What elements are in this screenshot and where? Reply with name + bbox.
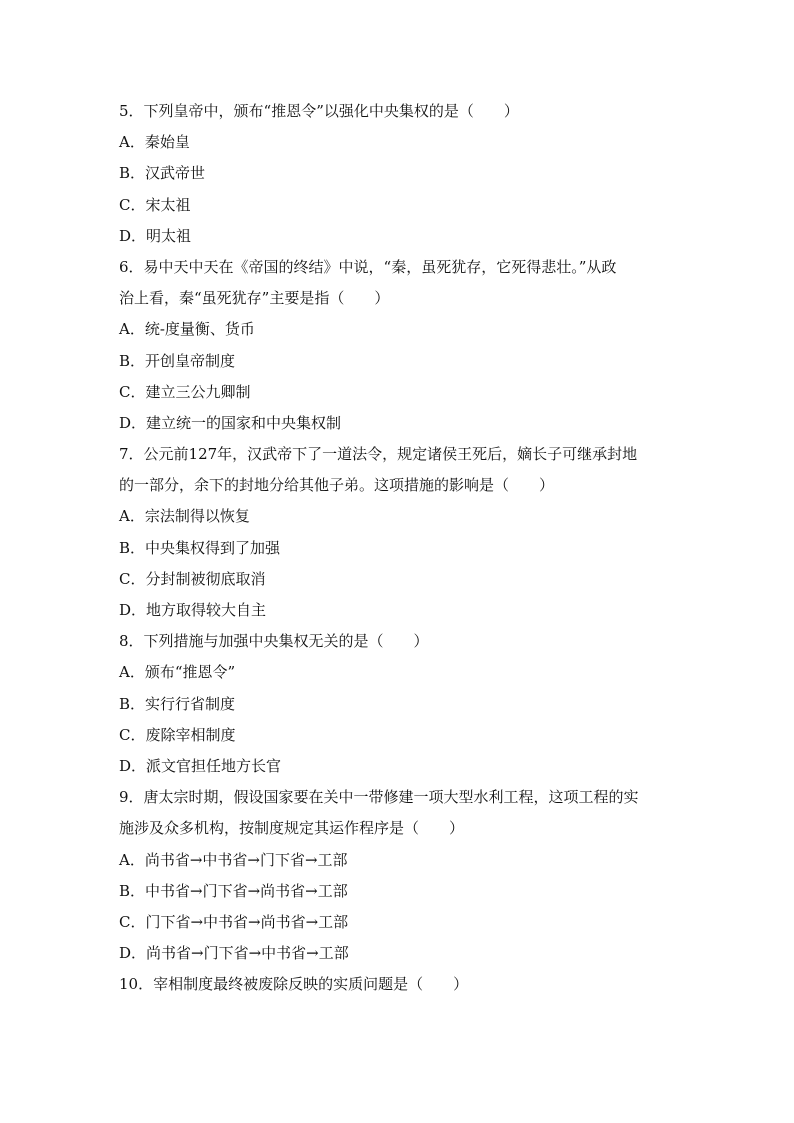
question-8-option-c: C．废除宰相制度 [119,725,236,744]
question-9-option-c: C．门下省→中书省→尚书省→工部 [119,912,349,931]
question-9-stem-line-1: 9．唐太宗时期，假设国家要在关中一带修建一项大型水利工程，这项工程的实 [119,788,639,807]
question-7-option-c: C．分封制被彻底取消 [119,569,266,588]
question-7-option-b: B．中央集权得到了加强 [119,538,281,557]
question-9-option-a: A．尚书省→中书省→门下省→工部 [119,850,348,869]
question-7-stem-line-1: 7．公元前127年，汉武帝下了一道法令，规定诸侯王死后，嫡长子可继承封地 [119,445,638,464]
question-list [119,96,679,1000]
question-6-option-a: A．统-度量衡、货币 [119,320,255,339]
question-7-option-a: A．宗法制得以恢复 [119,507,250,526]
question-5-option-c: C．宋太祖 [119,195,191,214]
question-8-option-b: B．实行行省制度 [119,694,236,713]
question-6-option-d: D．建立统一的国家和中央集权制 [119,413,342,432]
question-7-stem-line-2: 的一部分，余下的封地分给其他子弟。这项措施的影响是（ ） [119,476,555,495]
question-8-option-d: D．派文官担任地方长官 [119,756,282,775]
question-5-option-a: A．秦始皇 [119,133,190,152]
question-5-option-b: B．汉武帝世 [119,164,206,183]
question-6-stem-line-2: 治上看，秦“虽死犹存”主要是指（ ） [119,289,390,308]
question-9-option-b: B．中书省→门下省→尚书省→工部 [119,881,348,900]
question-6-option-b: B．开创皇帝制度 [119,351,236,370]
question-8-option-a: A．颁布“推恩令” [119,663,236,682]
question-5-option-d: D．明太祖 [119,226,192,245]
question-7-option-d: D．地方取得较大自主 [119,601,267,619]
question-9-option-d: D．尚书省→门下省→中书省→工部 [119,944,349,963]
question-10-stem-line-1: 10．宰相制度最终被废除反映的实质问题是（ ） [119,975,469,994]
question-6-option-c: C．建立三公九卿制 [119,382,251,401]
question-6-stem-line-1: 6．易中天中天在《帝国的终结》中说，“秦，虽死犹存，它死得悲壮。”从政 [119,257,617,276]
question-5-stem-line-1: 5．下列皇帝中，颁布“推恩令”以强化中央集权的是（ ） [119,102,519,120]
question-8-stem-line-1: 8．下列措施与加强中央集权无关的是（ ） [119,632,429,651]
question-9-stem-line-2: 施涉及众多机构，按制度规定其运作程序是（ ） [119,819,465,838]
